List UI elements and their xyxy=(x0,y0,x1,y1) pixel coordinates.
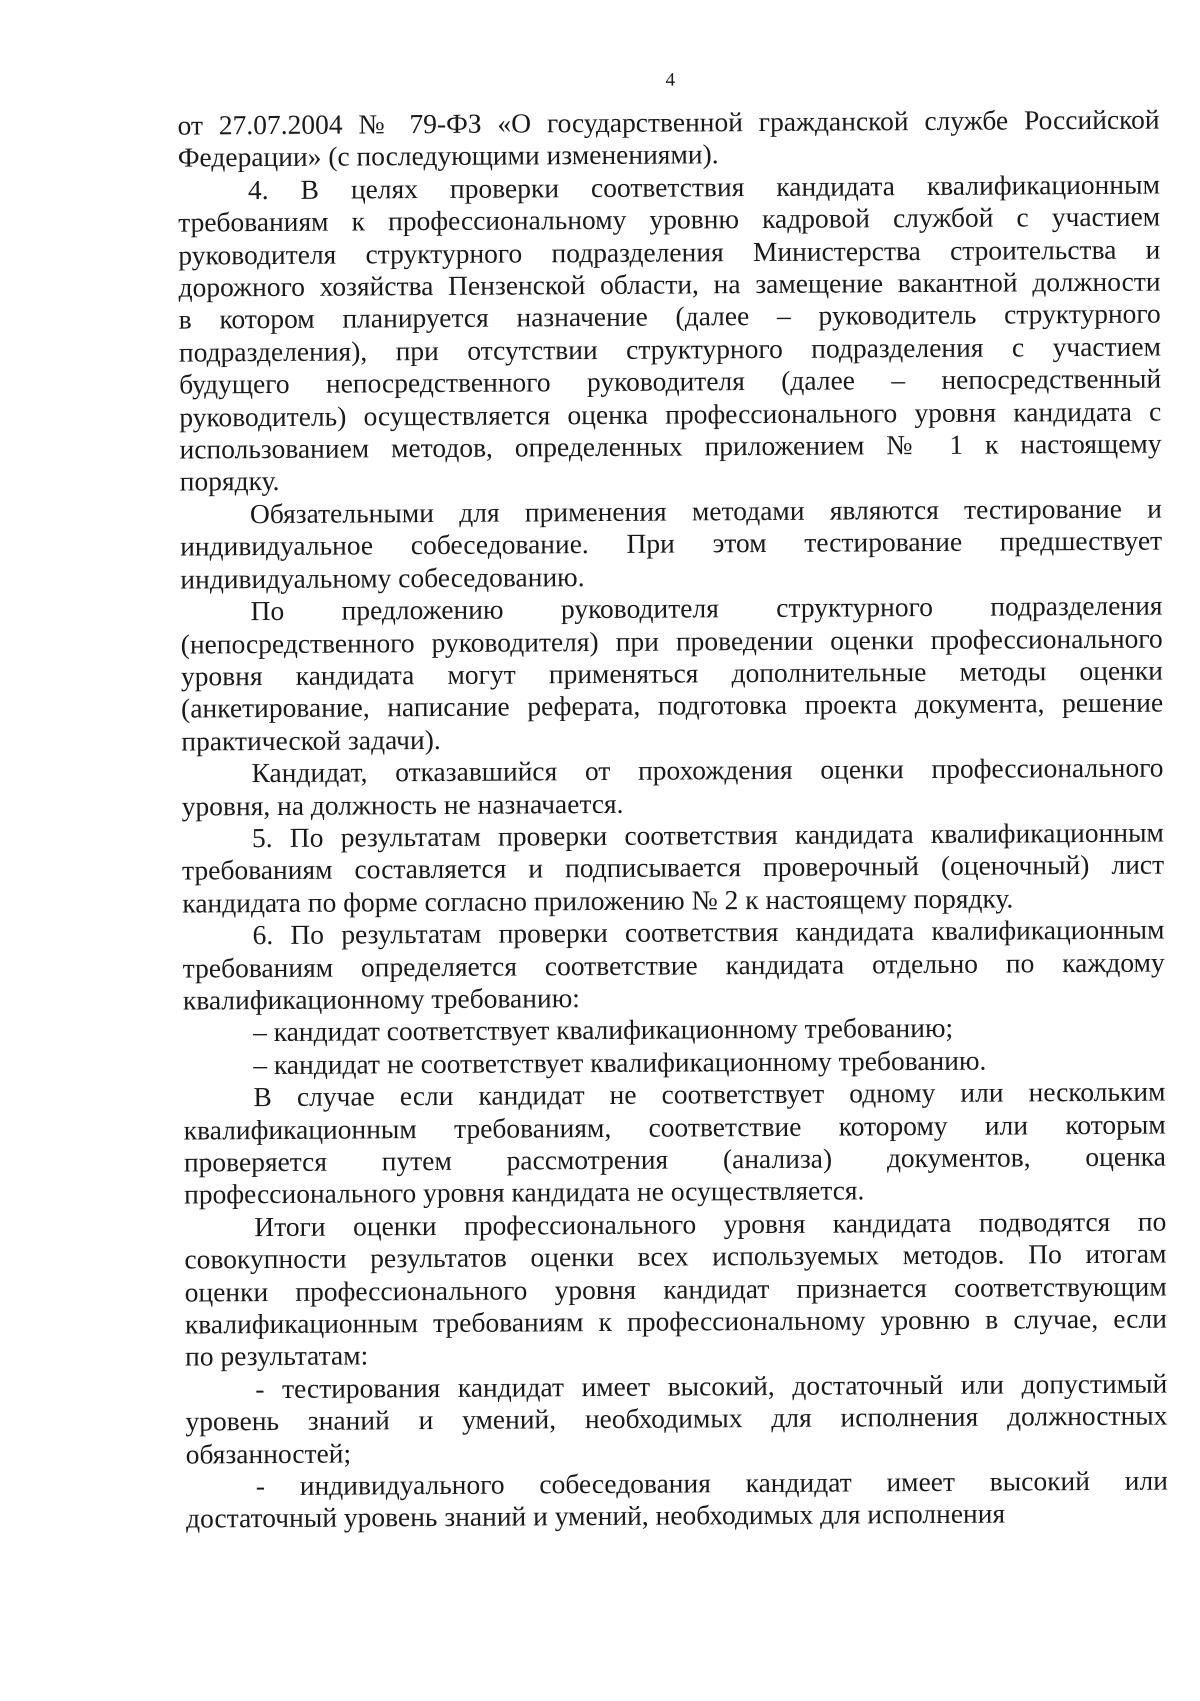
text-line: достаточный уровень знаний и умений, необходимых для исполнения xyxy=(185,1498,1006,1535)
text-line: индивидуальному собеседованию. xyxy=(180,560,585,595)
text-line: подразделения), при отсутствии структурного подразделения с участием xyxy=(178,330,1162,368)
text-line: – кандидат соответствует квалификационному требованию; xyxy=(253,1012,954,1048)
text-line: совокупности результатов оценки всех используемых методов. По итогам xyxy=(184,1237,1167,1275)
paragraph xyxy=(177,104,1159,175)
document-body xyxy=(177,104,1168,1536)
text-line: – кандидат не соответствует квалификационному требованию. xyxy=(253,1044,987,1080)
text-line: уровня кандидата могут применяться дополнительные методы оценки xyxy=(180,654,1164,692)
paragraph xyxy=(180,590,1163,758)
text-line: руководитель) осуществляется оценка профессионального уровня кандидата с xyxy=(179,395,1162,433)
paragraph xyxy=(181,752,1163,823)
text-line: 6. По результатам проверки соответствия кандидата квалификационным xyxy=(252,913,1165,951)
text-line: уровня, на должность не назначается. xyxy=(181,787,624,822)
text-line: - индивидуального собеседования кандидат имеет высокий или xyxy=(255,1464,1168,1502)
text-line: квалификационному требованию: xyxy=(182,982,580,1016)
paragraph xyxy=(182,914,1165,1017)
text-line: от 27.07.2004 № 79-ФЗ «О государственной гражданской службе Российской xyxy=(177,103,1160,141)
text-line: индивидуальное собеседование. При этом тестирование предшествует xyxy=(180,524,1163,562)
paragraph xyxy=(178,168,1162,498)
text-line: использованием методов, определенных приложением № 1 к настоящему xyxy=(179,427,1162,465)
text-line: руководителя структурного подразделения Министерства строительства и xyxy=(178,233,1161,271)
text-line: (непосредственного руководителя) при проведении оценки профессионального xyxy=(180,622,1163,660)
text-line: порядку. xyxy=(179,465,280,498)
paragraph xyxy=(184,1205,1167,1373)
text-line: по результатам: xyxy=(184,1339,369,1372)
text-line: будущего непосредственного руководителя (далее – непосредственный xyxy=(179,362,1162,400)
text-line: требованиям определяется соответствие кандидата отдельно по каждому xyxy=(182,946,1165,984)
text-line: проверяется путем рассмотрения (анализа) документов, оценка xyxy=(183,1140,1166,1178)
text-line: требованиям составляется и подписывается проверочный (оценочный) лист xyxy=(182,848,1165,886)
text-line: Федерации» (с последующими изменениями). xyxy=(177,138,719,173)
text-line: практической задачи). xyxy=(181,723,441,757)
text-line: 5. По результатам проверки соответствия кандидата квалификационным xyxy=(251,816,1164,854)
text-line: (анкетирование, написание реферата, подготовка проекта документа, решение xyxy=(181,686,1164,724)
paragraph xyxy=(182,816,1165,919)
text-line: в котором планируется назначение (далее – руководитель структурного xyxy=(178,298,1161,336)
text-line: кандидата по форме согласно приложению № 2 к настоящему порядку. xyxy=(182,882,1014,919)
text-line: 4. В целях проверки соответствия кандидата квалификационным xyxy=(247,168,1161,205)
text-line: профессионального уровня кандидата не осуществляется. xyxy=(184,1174,865,1210)
text-line: - тестирования кандидат имеет высокий, достаточный или допустимый xyxy=(255,1367,1168,1404)
text-line: дорожного хозяйства Пензенской области, на замещение вакантной должности xyxy=(178,265,1161,303)
paragraph xyxy=(186,1465,1168,1536)
text-line: Обязательными для применения методами являются тестирование и xyxy=(249,492,1163,530)
text-line: обязанностей; xyxy=(185,1437,352,1470)
page-number: 4 xyxy=(665,69,676,91)
text-line: Кандидат, отказавшийся от прохождения оценки профессионального xyxy=(251,751,1164,789)
paragraph xyxy=(180,492,1163,595)
paragraph xyxy=(183,1076,1166,1212)
text-line: требованиям к профессиональному уровню кадровой службой с участием xyxy=(178,200,1161,238)
text-line: По предложению руководителя структурного подразделения xyxy=(250,589,1163,627)
text-line: уровень знаний и умений, необходимых для исполнения должностных xyxy=(185,1399,1168,1437)
text-line: квалификационным требованиям, соответствие которому или которым xyxy=(183,1108,1166,1146)
text-line: квалификационным требованиям к профессиональному уровню в случае, если xyxy=(184,1302,1167,1340)
text-line: оценки профессионального уровня кандидат признается соответствующим xyxy=(184,1270,1167,1308)
paragraph xyxy=(185,1367,1168,1470)
text-line: В случае если кандидат не соответствует одному или нескольким xyxy=(253,1075,1166,1113)
text-line: Итоги оценки профессионального уровня кандидата подводятся по xyxy=(254,1205,1167,1242)
